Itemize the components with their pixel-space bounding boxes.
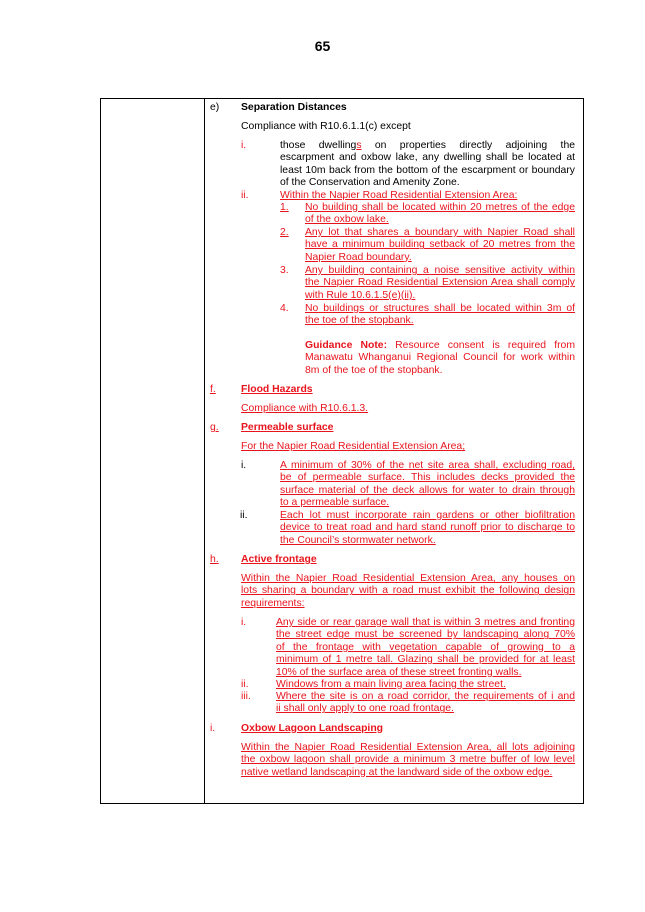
section-e-sub-1-text: No building shall be located within 20 metres of the edge of the oxbow lake.	[305, 202, 575, 226]
section-h-heading: Active frontage	[241, 554, 317, 565]
section-i-heading: Oxbow Lagoon Landscaping	[241, 723, 384, 734]
section-h-item-ii-text: Windows from a main living area facing the street.	[276, 679, 506, 690]
section-h-item-ii-number: ii.	[241, 679, 249, 690]
section-e-item-ii-number: ii.	[241, 190, 249, 201]
section-e-item-i-text: those dwellings on properties directly adjoining the escarpment and oxbow lake, any dwelling shall be located at least 10m back from the bottom of the escarpment or boundary of the Conservation and Amenity Zone.	[280, 140, 576, 189]
section-g-item-i-text: A minimum of 30% of the net site area shall, excluding road, be of permeable surface. This includes decks provided the surface material of the deck allows for water to drain through to a permeable surface.	[280, 460, 575, 509]
section-e-heading: Separation Distances	[241, 102, 347, 113]
page-number: 65	[314, 38, 331, 54]
section-i-text: Within the Napier Road Residential Extension Area, all lots adjoining the oxbow lagoon shall provide a minimum 3 metre buffer of low level native wetland landscaping at the landward side of the oxbow edge.	[241, 742, 575, 778]
section-e-sub-2-text: Any lot that shares a boundary with Napier Road shall have a minimum building setback of 20 metres from the Napier Road boundary.	[305, 227, 575, 263]
section-g-intro: For the Napier Road Residential Extension Area;	[241, 441, 466, 452]
section-g-item-ii-number: ii.	[240, 510, 248, 521]
section-f-letter: f.	[210, 384, 216, 395]
section-h-item-i-number: i.	[241, 617, 247, 628]
section-h-intro: Within the Napier Road Residential Extension Area, any houses on lots sharing a boundary with a road must exhibit the following design requirements:	[241, 573, 575, 609]
section-e-sub-4-number: 4.	[280, 303, 289, 314]
section-g-heading: Permeable surface	[241, 422, 334, 433]
table-column-divider	[204, 98, 205, 804]
section-f-heading: Flood Hazards	[241, 384, 313, 395]
section-h-item-i-text: Any side or rear garage wall that is within 3 metres and fronting the street edge must be screened by landscaping along 70% of the frontage with vegetation capable of growing to a minimum of 1 metre tall. Glazing shall be provided for at least 10% of the surface area of these street fronting walls.	[276, 617, 575, 678]
section-h-letter: h.	[210, 554, 219, 565]
section-g-letter: g.	[210, 422, 219, 433]
section-e-letter: e)	[210, 102, 220, 113]
section-h-item-iii-number: iii.	[241, 691, 251, 702]
section-i-letter: i.	[210, 723, 216, 734]
section-e-sub-3-text: Any building containing a noise sensitive activity within the Napier Road Residential Extension Area shall comply with Rule 10.6.1.5(e)(ii).	[305, 265, 575, 301]
section-e-sub-3-number: 3.	[280, 265, 289, 276]
section-f-text: Compliance with R10.6.1.3.	[241, 403, 369, 414]
section-e-sub-4-text: No buildings or structures shall be located within 3m of the toe of the stopbank.	[305, 303, 575, 327]
section-e-intro: Compliance with R10.6.1.1(c) except	[241, 121, 411, 132]
section-h-item-iii-text: Where the site is on a road corridor, the requirements of i and ii shall only apply to one road frontage.	[276, 691, 575, 715]
section-g-item-i-number: i.	[241, 460, 247, 471]
section-e-item-ii-text: Within the Napier Road Residential Extension Area:	[280, 190, 518, 201]
section-e-sub-1-number: 1.	[280, 202, 289, 213]
section-e-sub-2-number: 2.	[280, 227, 289, 238]
section-g-item-ii-text: Each lot must incorporate rain gardens or other biofiltration device to treat road and hard stand runoff prior to discharge to the Council’s stormwater network.	[280, 510, 575, 546]
section-e-item-i-number: i.	[241, 140, 247, 151]
guidance-note: Guidance Note: Resource consent is required from Manawatu Whanganui Regional Council for work within 8m of the toe of the stopbank.	[305, 340, 575, 376]
